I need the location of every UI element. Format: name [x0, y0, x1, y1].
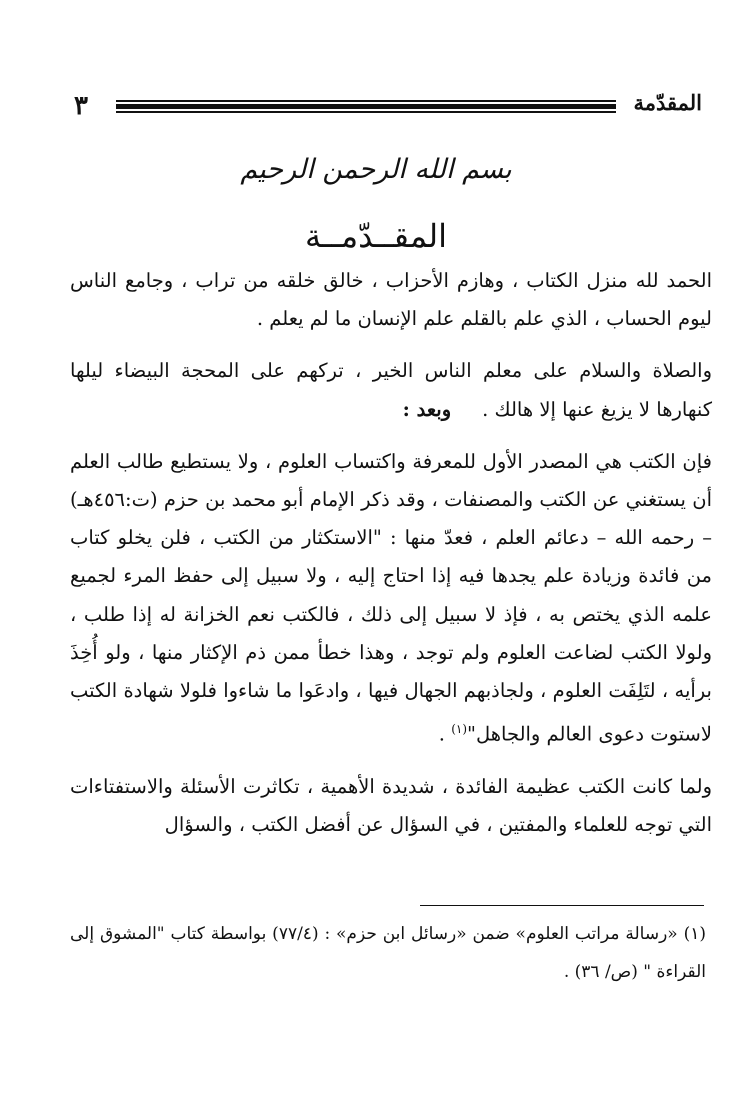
footnote: (١) «رسالة مراتب العلوم» ضمن «رسائل ابن حزم» : (٧٧/٤) بواسطة كتاب "المشوق إلى القراءة " (ص/ ٣٦) .	[70, 924, 706, 982]
header-rule-short	[582, 100, 616, 113]
wabaad-label: وبعد :	[402, 397, 452, 421]
basmala-calligraphy: بسم الله الرحمن الرحيم	[240, 154, 512, 185]
running-title: المقدّمة	[633, 90, 702, 115]
paragraph-2-text: والصلاة والسلام على معلم الناس الخير ، تركهم على المحجة البيضاء ليلها كنهارها لا يزيغ عنها إلا هالك .	[70, 359, 712, 421]
paragraph-3: فإن الكتب هي المصدر الأول للمعرفة واكتساب العلوم ، ولا يستطيع طالب العلم أن يستغني عن الكتب والمصنفات ، وقد ذكر الإمام أبو محمد بن حزم (ت:٤٥٦هـ) – رحمه الله – دعائم العلم ، فعدّ منها : "الاستكثار من الكتب ، فلن يخلو كتاب من فائدة وزيادة علم يجدها فيه إذا احتاج إليه ، ولا سبيل إلى حفظ المرء لجميع علمه الذي يختص به ، فإذ لا سبيل إلى ذلك ، فالكتب نعم الخزانة له إذا طلب ، ولولا الكتب لضاعت العلوم ولم توجد ، وهذا خطأ ممن ذم الإكثار منها ، ولو أُخِذَ برأيه ، لتَلِفَت العلوم ، ولجاذبهم الجهال فيها ، وادعَوا ما شاءوا فلولا شهادة الكتب لاستوت دعوى العالم والجاهل"$^{(١)}$ .	[70, 449, 712, 746]
paragraph-4: ولما كانت الكتب عظيمة الفائدة ، شديدة الأهمية ، تكاثرت الأسئلة والاستفتاءات التي توجه للعلماء والمفتين ، في السؤال عن أفضل الكتب ، والسؤال	[70, 774, 712, 837]
footnote-separator	[420, 905, 704, 906]
paragraph-3-text: فإن الكتب هي المصدر الأول للمعرفة واكتساب العلوم ، ولا يستطيع طالب العلم أن يستغني عن الكتب والمصنفات ، وقد ذكر الإمام أبو محمد بن حزم (ت:٤٥٦هـ) – رحمه الله – دعائم العلم ، فعدّ منها : "الاستكثار من الكتب ، فلن يخلو كتاب من فائدة وزيادة علم يجدها فيه إذا احتاج إليه ، ولا سبيل إلى حفظ المرء لجميع علمه الذي يختص به ، فإذ لا سبيل إلى ذلك ، فالكتب نعم الخزانة له إذا طلب ، ولولا الكتب لضاعت العلوم ولم توجد ، وهذا خطأ ممن ذم الإكثار منها ، ولو أُخِذَ برأيه ، لتَلِفَت العلوم ، ولجاذبهم الجهال فيها ، وادعَوا ما شاءوا فلولا شهادة الكتب لاستوت دعوى العالم والجاهل"	[70, 449, 712, 746]
paragraph-1: الحمد لله منزل الكتاب ، وهازم الأحزاب ، خالق خلقه من تراب ، وجامع الناس ليوم الحساب ، الذي علم بالقلم علم الإنسان ما لم يعلم .	[70, 269, 712, 331]
chapter-heading: المقــدّمــة	[305, 217, 447, 255]
paragraph-2	[70, 352, 712, 428]
page-number: ٣	[74, 91, 88, 121]
page-header	[60, 86, 702, 126]
body-text	[70, 262, 712, 844]
footnote-reference: (١)	[451, 722, 468, 737]
header-rule	[116, 100, 616, 113]
